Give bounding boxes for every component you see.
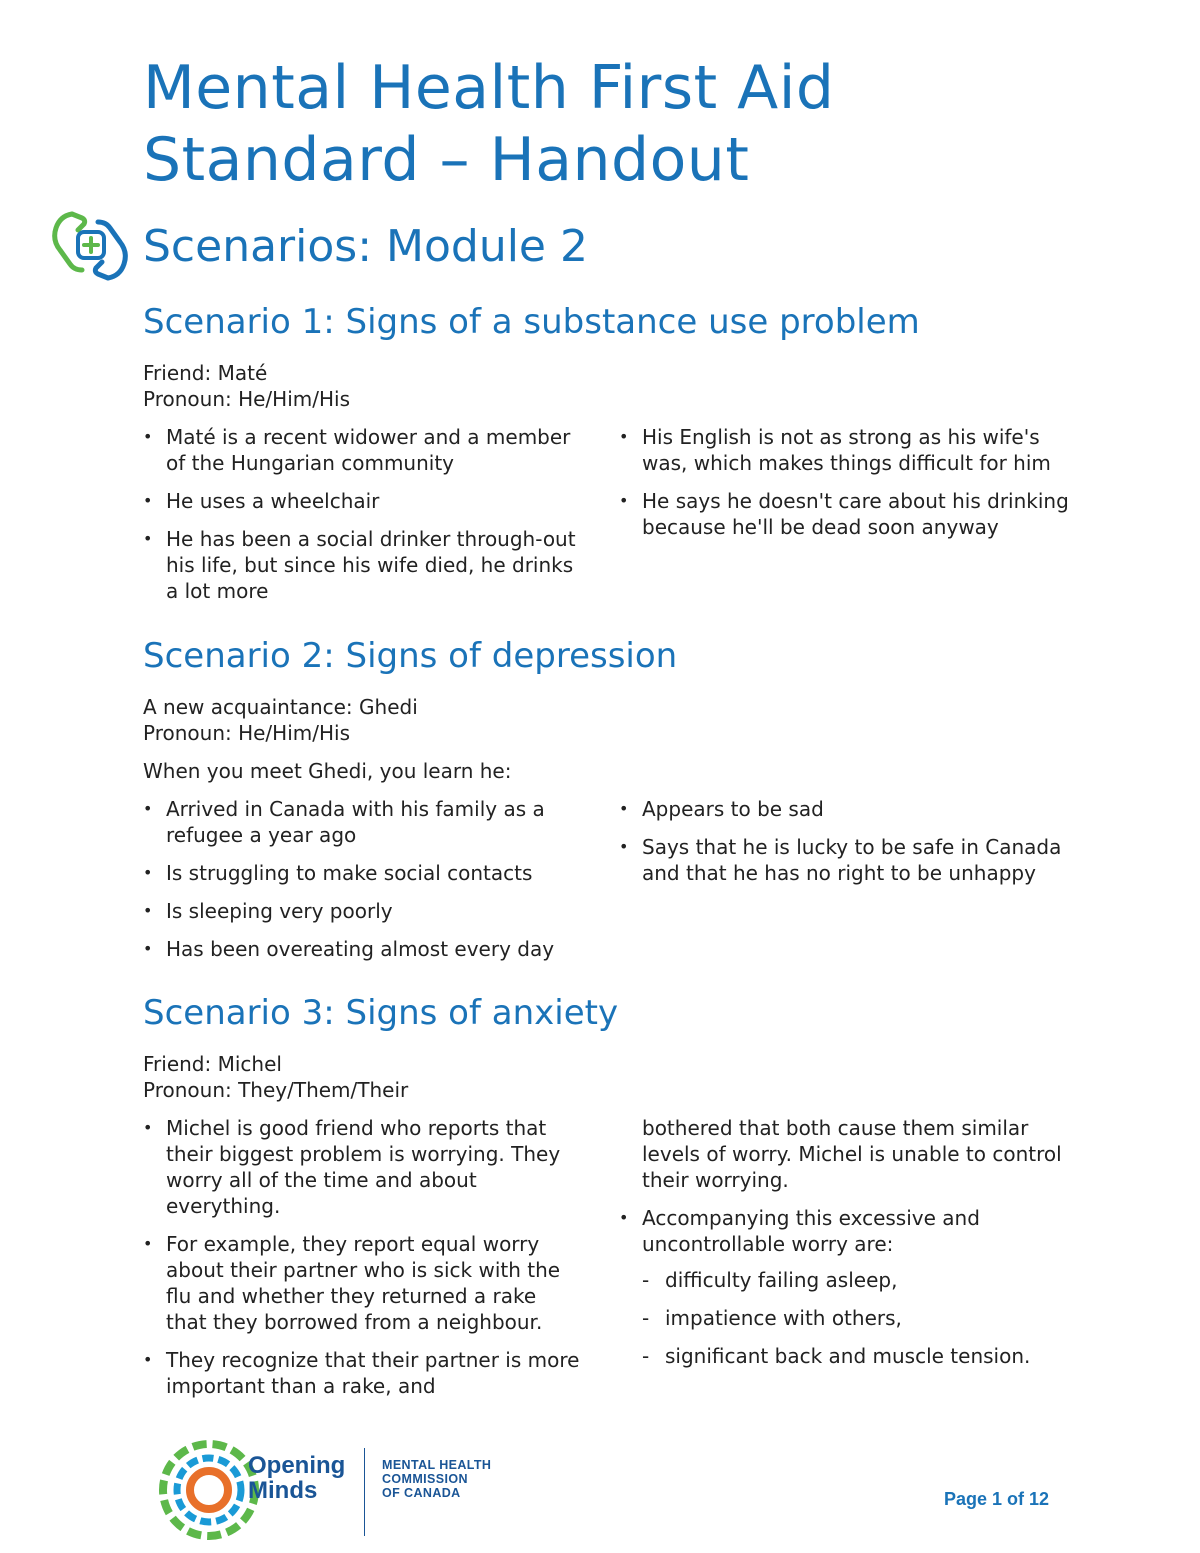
acquaintance-label: A new acquaintance: Ghedi xyxy=(143,695,418,719)
scenario-2-right-list xyxy=(619,796,1069,898)
list-item: • Michel is good friend who reports that their biggest problem is worrying. They worry all of the time and about everything. xyxy=(143,1115,583,1219)
pronoun-label: Pronoun: He/Him/His xyxy=(143,387,351,411)
scenario-3-meta xyxy=(143,1051,408,1103)
list-item: • For example, they report equal worry about their partner who is sick with the flu and whether they returned a rake that they borrowed from a neighbour. xyxy=(143,1231,583,1335)
document-title xyxy=(143,52,834,196)
scenario-1-left-list xyxy=(143,424,583,616)
list-item: • Maté is a recent widower and a member of the Hungarian community xyxy=(143,424,583,476)
opening-minds-wordmark xyxy=(248,1453,345,1503)
list-item-continuation: bothered that both cause them similar levels of worry. Michel is unable to control their worrying. xyxy=(642,1116,1062,1192)
brand-line-2: Minds xyxy=(248,1477,318,1504)
sublist-item: - significant back and muscle tension. xyxy=(642,1343,1069,1369)
list-item: • They recognize that their partner is more important than a rake, and xyxy=(143,1347,583,1399)
list-item: • Has been overeating almost every day xyxy=(143,936,583,962)
org-line-2: COMMISSION xyxy=(382,1472,468,1486)
pronoun-label: Pronoun: He/Him/His xyxy=(143,721,351,745)
list-item: • Is struggling to make social contacts xyxy=(143,860,583,886)
scenario-1-right-list xyxy=(619,424,1069,552)
pronoun-label: Pronoun: They/Them/Their xyxy=(143,1078,409,1102)
footer-divider xyxy=(364,1448,365,1536)
brand-line-1: Opening xyxy=(248,1452,346,1479)
scenario-1-meta xyxy=(143,360,350,412)
list-item xyxy=(619,1205,1069,1369)
sublist-item: - impatience with others, xyxy=(642,1305,1069,1331)
scenario-3-heading: Scenario 3: Signs of anxiety xyxy=(143,993,619,1033)
friend-label: Friend: Michel xyxy=(143,1052,282,1076)
friend-label: Friend: Maté xyxy=(143,361,268,385)
list-item: • Is sleeping very poorly xyxy=(143,898,583,924)
page-number: Page 1 of 12 xyxy=(944,1489,1050,1509)
title-line-1: Mental Health First Aid xyxy=(143,53,835,123)
list-item: • Appears to be sad xyxy=(619,796,1069,822)
list-item: • Says that he is lucky to be safe in Canada and that he has no right to be unhappy xyxy=(619,834,1069,886)
list-item: • He says he doesn't care about his drinking because he'll be dead soon anyway xyxy=(619,488,1069,540)
title-line-2: Standard – Handout xyxy=(143,125,750,195)
list-item: • His English is not as strong as his wife's was, which makes things difficult for him xyxy=(619,424,1069,476)
scenario-2-meta xyxy=(143,694,511,784)
module-heading: Scenarios: Module 2 xyxy=(143,221,588,272)
scenario-3-right-list xyxy=(619,1115,1069,1381)
sublist-item: - difficulty failing asleep, xyxy=(642,1267,1069,1293)
scenario-1-heading: Scenario 1: Signs of a substance use problem xyxy=(143,302,920,342)
list-item: • He uses a wheelchair xyxy=(143,488,583,514)
org-line-3: OF CANADA xyxy=(382,1486,461,1500)
scenario-3-left-list xyxy=(143,1115,583,1411)
mhcc-wordmark xyxy=(382,1458,491,1500)
list-item: • Arrived in Canada with his family as a refugee a year ago xyxy=(143,796,583,848)
symptom-sublist xyxy=(642,1267,1069,1369)
scenario-2-heading: Scenario 2: Signs of depression xyxy=(143,636,678,676)
first-aid-hands-icon xyxy=(50,208,130,284)
intro-text: When you meet Ghedi, you learn he: xyxy=(143,759,512,783)
org-line-1: MENTAL HEALTH xyxy=(382,1458,492,1472)
list-item: • He has been a social drinker through-out his life, but since his wife died, he drinks a lot more xyxy=(143,526,583,604)
list-item-text: Accompanying this excessive and uncontrollable worry are: xyxy=(642,1206,980,1256)
scenario-2-left-list xyxy=(143,796,583,974)
